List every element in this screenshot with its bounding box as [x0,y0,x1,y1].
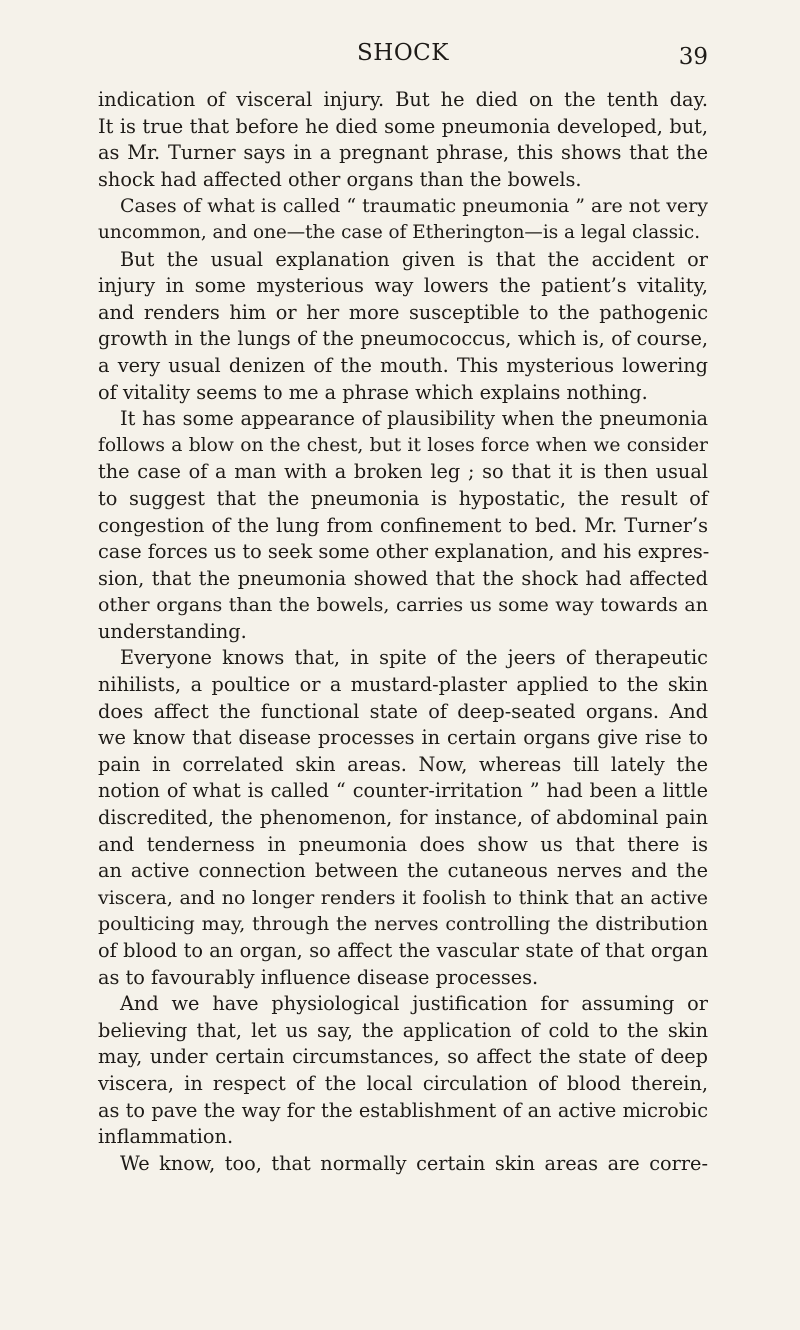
text-line: the case of a man with a broken leg ; so that it is then usual [98,460,708,484]
body-text [98,87,708,1177]
text-line: notion of what is called “ counter-irritation ” had been a little [98,779,708,803]
text-line: a very usual denizen of the mouth. This mysterious lowering [98,353,708,377]
text-line: shock had affected other organs than the bowels. [98,167,582,191]
text-line: follows a blow on the chest, but it loses force when we consider [98,434,708,456]
text-line: It is true that before he died some pneumonia developed, but, [98,114,708,138]
text-line: It has some appearance of plausibility when the pneumonia [120,407,708,431]
text-line: indication of visceral injury. But he died on the tenth day. [98,88,708,111]
text-line: viscera, in respect of the local circulation of blood therein, [98,1071,708,1095]
text-line: to suggest that the pneumonia is hypostatic, the result of [98,486,708,510]
text-line: injury in some mysterious way lowers the patient’s vitality, [98,274,708,298]
text-line: does affect the functional state of deep-seated organs. And [98,699,708,723]
text-line: of vitality seems to me a phrase which explains nothing. [98,380,648,404]
text-line: an active connection between the cutaneous nerves and the [98,859,708,883]
running-title: SHOCK [357,40,449,66]
text-line: viscera, and no longer renders it foolish to think that an active [98,886,708,909]
text-line: we know that disease processes in certain organs give rise to [98,726,708,750]
text-line: And we have physiological justification for assuming or [120,992,708,1016]
text-line: uncommon, and one—the case of Etherington—is a legal classic. [98,221,701,243]
text-line: Cases of what is called “ traumatic pneumonia ” are not very [120,195,708,218]
text-line: growth in the lungs of the pneumococcus, which is, of course, [98,327,708,351]
text-line: congestion of the lung from confinement to bed. Mr. Turner’s [98,513,708,537]
running-head [98,40,708,80]
text-line: as to pave the way for the establishment of an active microbic [98,1098,708,1122]
text-line: and renders him or her more susceptible to the pathogenic [98,300,708,324]
text-line: nihilists, a poultice or a mustard-plaster applied to the skin [98,673,708,697]
text-line: may, under certain circumstances, so affect the state of deep [98,1045,708,1069]
text-line: inflammation. [98,1125,234,1149]
text-line: and tenderness in pneumonia does show us that there is [98,832,708,856]
text-line: understanding. [98,619,247,643]
text-line: But the usual explanation given is that the accident or [120,247,708,271]
text-line: as to favourably influence disease processes. [98,965,539,989]
text-line: We know, too, that normally certain skin areas are corre- [120,1151,708,1175]
text-line: case forces us to seek some other explanation, and his expres- [98,540,710,564]
text-line: as Mr. Turner says in a pregnant phrase, this shows that the [98,141,708,165]
text-line: of blood to an organ, so affect the vascular state of that organ [98,939,708,962]
text-line: believing that, let us say, the application of cold to the skin [98,1018,708,1042]
text-line: discredited, the phenomenon, for instance, of abdominal pain [98,806,708,830]
page-number: 39 [678,44,708,70]
text-line: poulticing may, through the nerves controlling the distribution [98,913,708,936]
text-line: Everyone knows that, in spite of the jeers of therapeutic [120,646,708,670]
text-line: sion, that the pneumonia showed that the shock had affected [98,566,708,590]
text-line: pain in correlated skin areas. Now, whereas till lately the [98,752,708,776]
text-line: other organs than the bowels, carries us some way towards an [98,594,708,617]
